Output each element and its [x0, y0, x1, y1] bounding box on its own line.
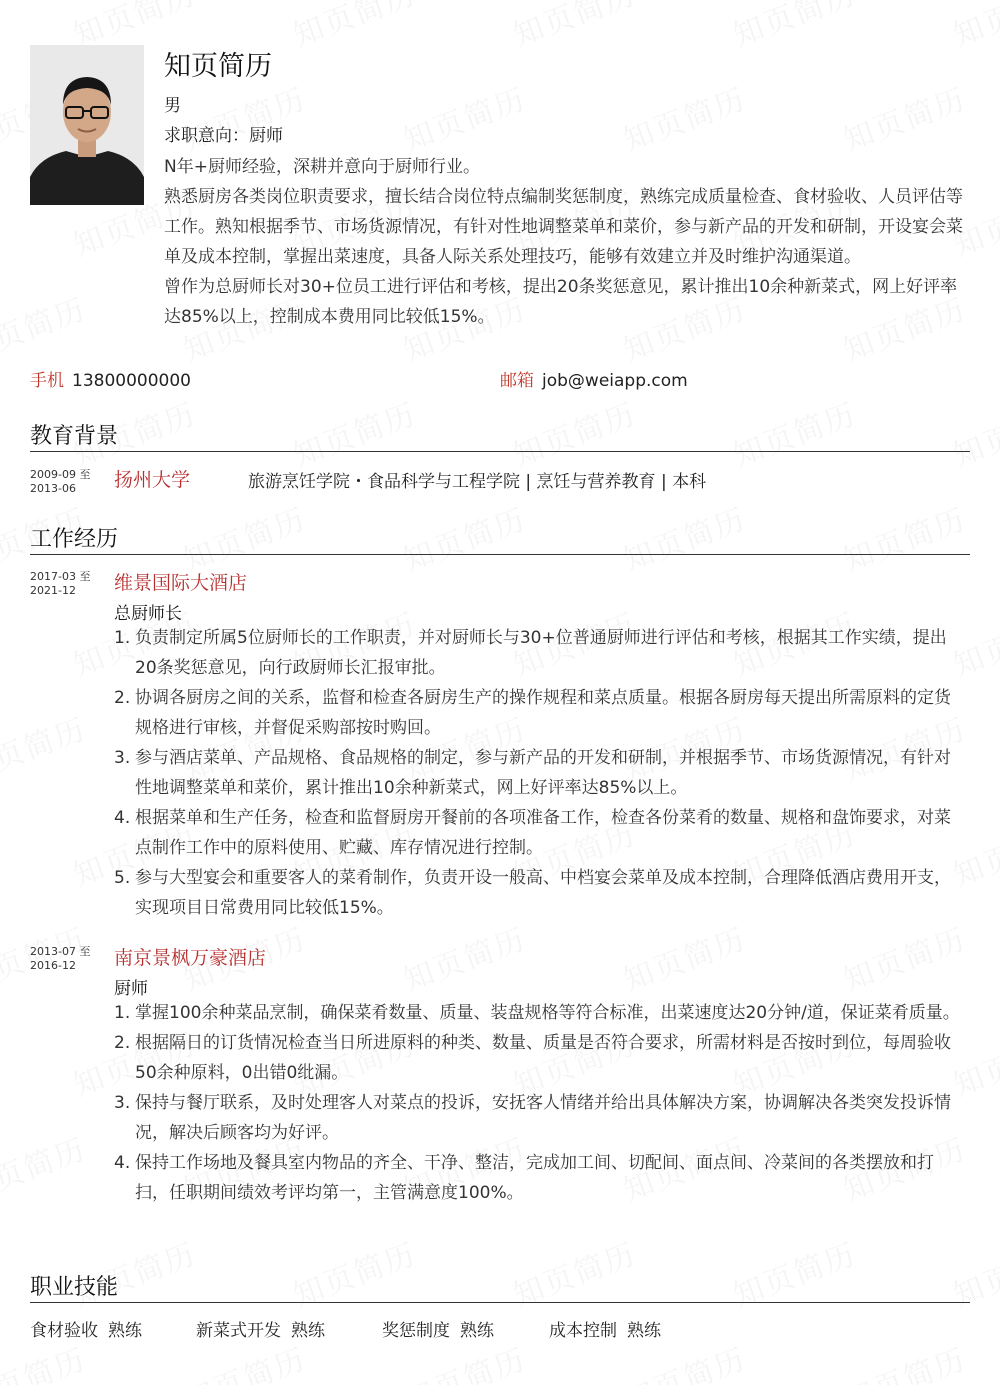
self-summary [164, 152, 964, 332]
watermark-text [506, 0, 641, 55]
email-label: 邮箱 [500, 371, 534, 391]
watermark-text [176, 1334, 311, 1385]
watermark-text [396, 1334, 531, 1385]
company-name: 南京景枫万豪酒店 [114, 947, 267, 969]
watermark-text [176, 74, 311, 159]
watermark-text [946, 0, 1000, 55]
skill-level: 熟练 [460, 1321, 494, 1341]
watermark-text [616, 74, 751, 159]
date-start: 2013-07 至 [30, 945, 91, 958]
contact-phone [30, 369, 191, 393]
contact-email [500, 369, 688, 393]
watermark-text [0, 704, 92, 789]
skill-level: 熟练 [108, 1321, 142, 1341]
skill-name: 成本控制 [549, 1321, 617, 1341]
watermark-text [396, 74, 531, 159]
skill-name: 奖惩制度 [382, 1321, 450, 1341]
job-role: 总厨师长 [114, 604, 182, 624]
watermark-text [836, 74, 971, 159]
section-title-work: 工作经历 [30, 522, 970, 555]
watermark-text [0, 284, 92, 369]
watermark-text [836, 914, 971, 999]
phone-label: 手机 [30, 371, 64, 391]
date-start: 2009-09 至 [30, 468, 91, 481]
date-end: 2013-06 [30, 482, 76, 495]
job-duties-list [114, 623, 966, 923]
watermark-text [836, 1334, 971, 1385]
duty-item: 4. 保持工作场地及餐具室内物品的齐全、干净、整洁，完成加工间、切配间、面点间、冷菜间的各类摆放和打扫，任职期间绩效考评均第一，主管满意度100%。 [114, 1153, 934, 1203]
watermark-text [0, 1334, 92, 1385]
date-end: 2021-12 [30, 584, 76, 597]
email-value[interactable]: job@weiapp.com [542, 371, 688, 391]
job-role: 厨师 [114, 979, 148, 999]
duty-item: 3. 参与酒店菜单、产品规格、食品规格的制定，参与新产品的开发和研制，并根据季节、市场货源情况，有针对性地调整菜单和菜价，累计推出10余种新菜式，网上好评率达85%以上。 [114, 748, 951, 798]
job-intention-value: 厨师 [249, 126, 283, 146]
watermark-text [286, 0, 421, 55]
job-intention [164, 121, 283, 146]
school-name: 扬州大学 [114, 469, 191, 491]
duty-item: 2. 根据隔日的订货情况检查当日所进原料的种类、数量、质量是否符合要求，所需材料是否按时到位，每周验收50余种原料，0出错0纰漏。 [114, 1033, 951, 1083]
avatar-photo [30, 45, 144, 205]
duty-item: 3. 保持与餐厅联系，及时处理客人对菜点的投诉，安抚客人情绪并给出具体解决方案，协调解决各类突发投诉情况，解决后顾客均为好评。 [114, 1093, 951, 1143]
summary-paragraph: N年+厨师经验，深耕并意向于厨师行业。 [164, 157, 480, 177]
skill-level: 熟练 [627, 1321, 661, 1341]
skill-name: 食材验收 [30, 1321, 98, 1341]
skill-item [549, 1316, 661, 1341]
duty-item: 5. 参与大型宴会和重要客人的菜肴制作，负责开设一般高、中档宴会菜单及成本控制，合理降低酒店费用开支，实现项目日常费用同比较低15%。 [114, 868, 951, 918]
job-intention-label: 求职意向： [164, 126, 249, 146]
date-end: 2016-12 [30, 959, 76, 972]
watermark-text [396, 914, 531, 999]
job-dates [30, 945, 90, 973]
education-dates [30, 468, 90, 496]
job-duties-list [114, 998, 966, 1208]
watermark-text [726, 0, 861, 55]
section-title-education: 教育背景 [30, 419, 970, 452]
duty-item: 2. 协调各厨房之间的关系，监督和检查各厨房生产的操作规程和菜点质量。根据各厨房每天提出所需原料的定货规格进行审核，并督促采购部按时购回。 [114, 688, 951, 738]
skill-item [382, 1316, 494, 1341]
phone-value: 13800000000 [72, 371, 191, 391]
job-dates [30, 570, 90, 598]
watermark-text [0, 1124, 92, 1209]
duty-item: 4. 根据菜单和生产任务，检查和监督厨房开餐前的各项准备工作，检查各份菜肴的数量、规格和盘饰要求，对菜点制作工作中的原料使用、贮藏、库存情况进行控制。 [114, 808, 951, 858]
duty-item: 1. 掌握100余种菜品烹制，确保菜肴数量、质量、装盘规格等符合标准，出菜速度达20分钟/道，保证菜肴质量。 [114, 1003, 960, 1023]
skill-name: 新菜式开发 [196, 1321, 281, 1341]
duty-item: 1. 负责制定所属5位厨师长的工作职责，并对厨师长与30+位普通厨师进行评估和考核，根据其工作实绩，提出20条奖惩意见，向行政厨师长汇报审批。 [114, 628, 947, 678]
date-start: 2017-03 至 [30, 570, 91, 583]
skill-level: 熟练 [291, 1321, 325, 1341]
summary-paragraph: 熟悉厨房各类岗位职责要求，擅长结合岗位特点编制奖惩制度，熟练完成质量检查、食材验收、人员评估等工作。熟知根据季节、市场货源情况，有针对性地调整菜单和菜价，参与新产品的开发和研制，开设宴会菜单及成本控制，掌握出菜速度，具备人际关系处理技巧，能够有效建立并及时维护沟通渠道。 [164, 187, 963, 267]
company-name: 维景国际大酒店 [114, 572, 248, 594]
section-title-skills: 职业技能 [30, 1270, 970, 1303]
candidate-name: 知页简历 [164, 51, 272, 82]
gender: 男 [164, 96, 181, 116]
person-photo-icon [30, 45, 144, 205]
skill-item [196, 1316, 325, 1341]
watermark-text [616, 1334, 751, 1385]
watermark-text [616, 914, 751, 999]
summary-paragraph: 曾作为总厨师长对30+位员工进行评估和考核，提出20条奖惩意见，累计推出10余种新菜式，网上好评率达85%以上，控制成本费用同比较低15%。 [164, 277, 958, 327]
education-detail: 旅游烹饪学院・食品科学与工程学院 | 烹饪与营养教育 | 本科 [248, 472, 707, 492]
skill-item [30, 1316, 142, 1341]
